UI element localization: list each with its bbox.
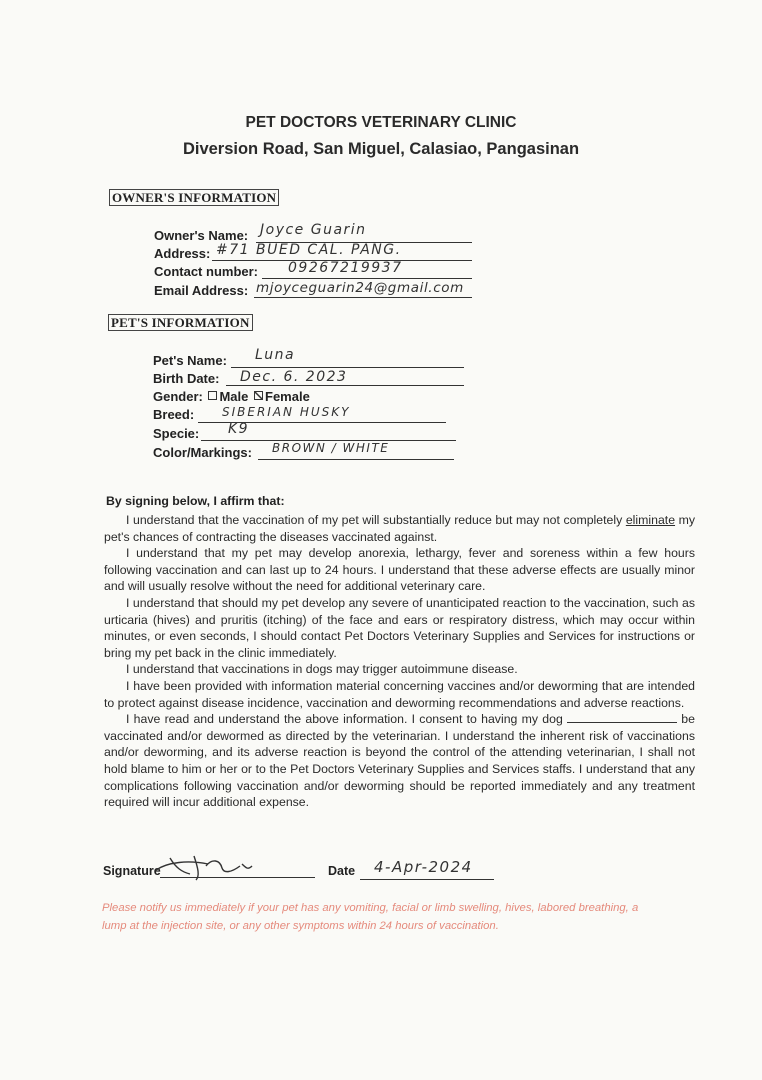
affirm-body [104,512,695,811]
specie-label: Specie: [153,426,200,441]
breed-value[interactable]: SIBERIAN HUSKY [222,405,351,419]
pet-name-line [231,367,464,368]
affirm-p5: I have been provided with information material concerning vaccines and/or deworming that are intended to protect against disease incidence, vaccination and deworming recommendations and adverse reactions. [104,678,695,710]
email-label: Email Address: [154,283,249,298]
email-value[interactable]: mjoyceguarin24@gmail.com [256,280,464,296]
date-value[interactable]: 4-Apr-2024 [374,858,473,876]
gender-female-label: Female [265,389,310,404]
birth-date-line [226,385,464,386]
specie-value[interactable]: K9 [228,421,250,437]
address-label: Address: [154,246,211,261]
eliminate-word: eliminate [625,513,676,527]
contact-line [262,278,472,279]
clinic-address: Diversion Road, San Miguel, Calasiao, Pangasinan [182,140,580,158]
breed-label: Breed: [153,407,195,422]
color-value[interactable]: BROWN / WHITE [272,441,390,455]
signature-label: Signature [103,864,161,878]
pet-section-title: PET'S INFORMATION [108,314,253,331]
birth-date-label: Birth Date: [153,371,220,386]
clinic-name: PET DOCTORS VETERINARY CLINIC [245,114,517,131]
contact-label: Contact number: [154,264,258,279]
contact-value[interactable]: 09267219937 [288,260,403,276]
owner-name-label: Owner's Name: [154,228,249,243]
affirm-intro: By signing below, I affirm that: [106,494,285,508]
gender-female-checkbox[interactable] [254,391,263,400]
gender-male-label: Male [219,389,249,404]
affirm-p2: I understand that my pet may develop anorexia, lethargy, fever and soreness within a few hours following vaccination and can last up to 24 hours. I understand that these adverse effects are usually minor and will usually resolve without the need for additional veterinary care. [104,546,695,594]
owner-name-value[interactable]: Joyce Guarin [260,222,367,238]
notice-note: Please notify us immediately if your pet has any vomiting, facial or limb swelling, hives, labored breathing, a lump at the injection site, or any other symptoms within 24 hours of vaccination. [102,902,639,932]
gender-row [153,389,310,404]
owner-section-title: OWNER'S INFORMATION [109,189,279,206]
pet-name-value[interactable]: Luna [255,347,296,363]
email-line [254,297,472,298]
gender-label: Gender: [153,389,203,404]
color-label: Color/Markings: [153,445,252,460]
address-value[interactable]: #71 BUED CAL. PANG. [216,242,402,258]
affirm-p3: I understand that should my pet develop any severe of unanticipated reaction to the vaccination, such as urticaria (hives) and pruritis (itching) of the face and ears or respiratory distress, which may occur within minutes, or even seconds, I should contact Pet Doctors Veterinary Supplies and Services for instructions or bring my pet back in the clinic immediately. [104,595,695,660]
affirm-p4: I understand that vaccinations in dogs may trigger autoimmune disease. [126,662,518,677]
color-line [258,459,454,460]
dog-name-blank[interactable] [567,712,677,723]
date-line [360,879,494,880]
signature-mark[interactable] [148,848,258,884]
affirm-p1: I understand that the vaccination of my pet will substantially reduce but may not completely eliminate my pet's chances of contracting the diseases vaccinated against. [104,513,696,544]
pet-name-label: Pet's Name: [153,353,227,368]
date-label: Date [328,864,356,878]
gender-male-checkbox[interactable] [208,391,217,400]
affirm-p6: I have read and understand the above information. I consent to having my dog be vaccinated and/or dewormed as directed by the veterinarian. I understand the inherent risk of vaccinations and/or deworming, and its adverse reaction is beyond the control of the attending veterinarian, I shall not hold blame to him or her or to the Pet Doctors Veterinary Supplies and Services staffs. I understand that any complications following vaccination and/or deworming should be reported immediately and any treatment required will incur additional expense. [104,712,695,810]
birth-date-value[interactable]: Dec. 6. 2023 [240,369,348,385]
